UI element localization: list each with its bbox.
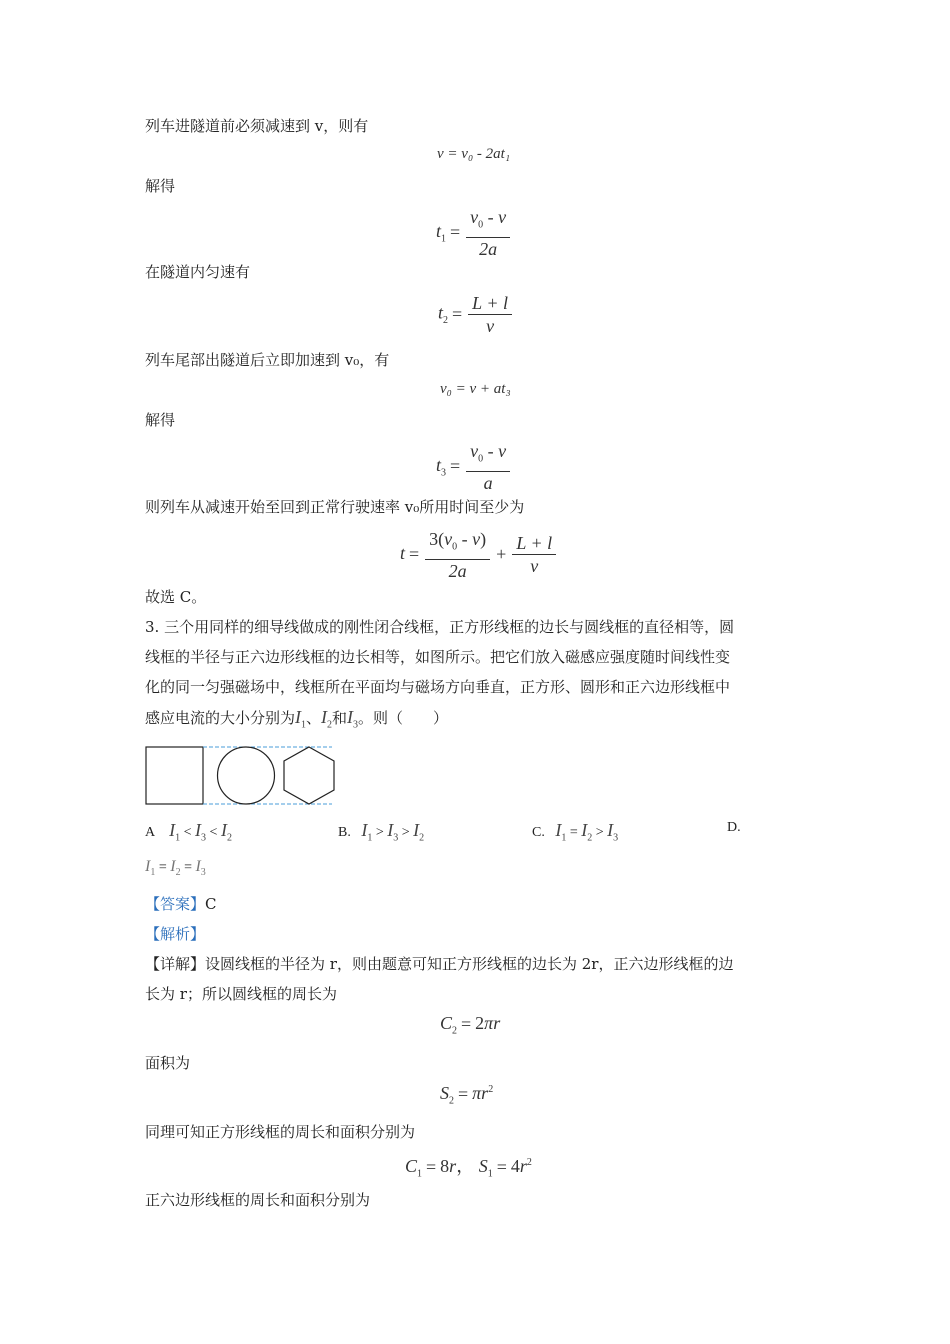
detail-line-2: 长为 r；所以圆线框的周长为 bbox=[145, 985, 337, 1003]
answer-line bbox=[145, 894, 217, 914]
answer-value: C bbox=[205, 895, 217, 913]
hexagon-frame bbox=[284, 747, 334, 804]
text-solve-1: 解得 bbox=[145, 177, 176, 195]
equation-total-time: t = $\frac{3(v_0 - v)}{2a}$ + $\frac{L + l}{v}$ bbox=[400, 528, 558, 582]
question-line-4: 感应电流的大小分别为$I_1$、$I_2$和$I_3$。则（ ） bbox=[145, 707, 449, 731]
text-hexagon-frame: 正六边形线框的周长和面积分别为 bbox=[145, 1191, 371, 1209]
square-frame bbox=[146, 747, 203, 804]
equation-t3: $t_3$ = $\frac{v_0 - v}{a}$ bbox=[436, 440, 512, 494]
option-d-content: $I_1 = I_2 = I_3$ bbox=[145, 858, 206, 879]
equation-v: v = v₀ - 2at₁ bbox=[437, 146, 511, 162]
frames-figure bbox=[140, 742, 340, 808]
text-line-1: 列车进隧道前必须减速到 v，则有 bbox=[145, 117, 369, 135]
analysis-tag: 【解析】 bbox=[145, 925, 206, 943]
option-a[interactable]: A $I_1 < I_3 < I_2$ bbox=[145, 820, 232, 844]
question-line-1: 3. 三个用同样的细导线做成的刚性闭合线框，正方形线框的边长与圆线框的直径相等，圆 bbox=[145, 618, 735, 636]
circle-frame bbox=[218, 747, 275, 804]
question-line-3: 化的同一匀强磁场中，线框所在平面均与磁场方向垂直，正方形、圆形和正六边形线框中 bbox=[145, 678, 731, 696]
answer-tag: 【答案】 bbox=[145, 895, 206, 913]
equation-s2: $S_2 = \pi r^2$ bbox=[440, 1083, 494, 1107]
text-choose-c: 故选 C。 bbox=[145, 588, 207, 606]
equation-v0: v₀ = v + at₃ bbox=[440, 381, 511, 397]
option-c[interactable]: C. $I_1 = I_2 > I_3$ bbox=[532, 820, 619, 844]
option-d[interactable]: D. bbox=[727, 820, 741, 835]
equation-t1: $t_1$ = $\frac{v_0 - v}{2a}$ bbox=[436, 206, 512, 260]
equation-c2: $C_2 = 2\pi r$ bbox=[440, 1013, 501, 1037]
question-line-2: 线框的半径与正六边形线框的边长相等，如图所示。把它们放入磁感应强度随时间线性变 bbox=[145, 648, 731, 666]
detail-line-1: 【详解】设圆线框的半径为 r，则由题意可知正方形线框的边长为 2r，正六边形线框的边 bbox=[145, 955, 734, 973]
equation-t2: $t_2$ = $\frac{L + l}{v}$ bbox=[438, 292, 514, 337]
text-line-6: 则列车从减速开始至回到正常行驶速率 v₀所用时间至少为 bbox=[145, 498, 525, 516]
text-area: 面积为 bbox=[145, 1054, 191, 1072]
option-b[interactable]: B. $I_1 > I_3 > I_2$ bbox=[338, 820, 425, 844]
equation-c1-s1: $C_1 = 8r$， $S_1 = 4r^2$ bbox=[405, 1156, 532, 1180]
text-line-3: 在隧道内匀速有 bbox=[145, 263, 251, 281]
text-solve-2: 解得 bbox=[145, 411, 176, 429]
text-square-frame: 同理可知正方形线框的周长和面积分别为 bbox=[145, 1123, 416, 1141]
text-line-4: 列车尾部出隧道后立即加速到 v₀，有 bbox=[145, 351, 390, 369]
